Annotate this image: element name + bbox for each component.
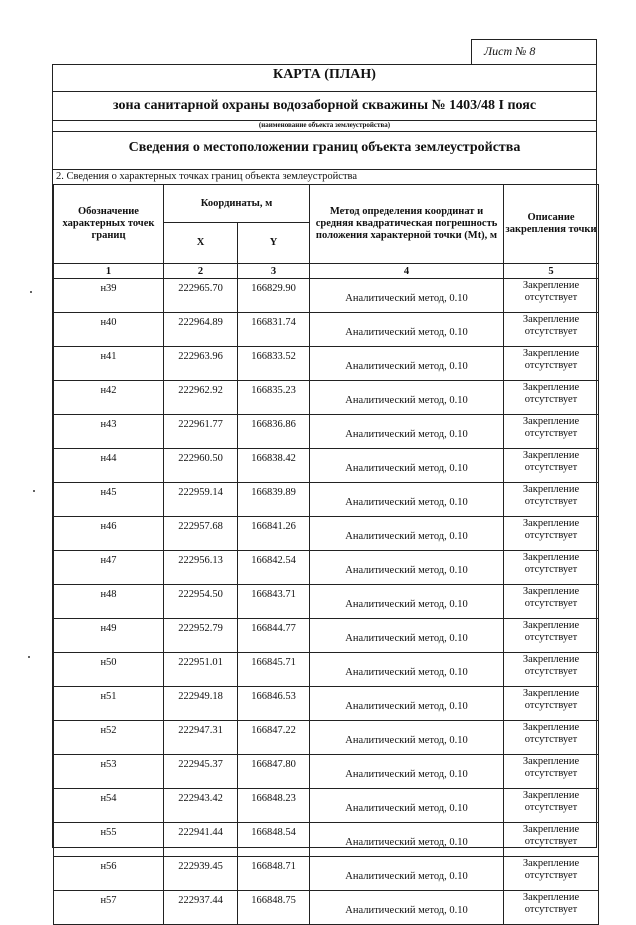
- description-cell: Закрепление отсутствует: [504, 415, 599, 449]
- coord-x: 222964.89: [164, 313, 238, 347]
- description-cell: Закрепление отсутствует: [504, 619, 599, 653]
- point-name: н42: [54, 381, 164, 415]
- coord-y: 166847.80: [238, 755, 310, 789]
- point-name: н45: [54, 483, 164, 517]
- point-name: н52: [54, 721, 164, 755]
- description-cell: Закрепление отсутствует: [504, 823, 599, 857]
- point-name: н44: [54, 449, 164, 483]
- point-name: н43: [54, 415, 164, 449]
- table-row: [54, 755, 599, 789]
- method-cell: Аналитический метод, 0.10: [310, 585, 504, 619]
- table-row: [54, 823, 599, 857]
- coord-x: 222956.13: [164, 551, 238, 585]
- header-desc: Описание закрепления точки: [504, 185, 599, 264]
- coord-x: 222963.96: [164, 347, 238, 381]
- table-row: [54, 347, 599, 381]
- point-name: н47: [54, 551, 164, 585]
- table-row: [54, 483, 599, 517]
- table-row: [54, 585, 599, 619]
- description-cell: Закрепление отсутствует: [504, 347, 599, 381]
- coord-y: 166843.71: [238, 585, 310, 619]
- coord-y: 166844.77: [238, 619, 310, 653]
- method-cell: Аналитический метод, 0.10: [310, 653, 504, 687]
- description-cell: Закрепление отсутствует: [504, 721, 599, 755]
- coord-y: 166836.86: [238, 415, 310, 449]
- section-title: Сведения о местоположении границ объекта землеустройства: [128, 140, 521, 155]
- coord-x: 222957.68: [164, 517, 238, 551]
- description-cell: Закрепление отсутствует: [504, 517, 599, 551]
- coord-y: 166847.22: [238, 721, 310, 755]
- method-cell: Аналитический метод, 0.10: [310, 279, 504, 313]
- coord-y: 166831.74: [238, 313, 310, 347]
- table-row: [54, 517, 599, 551]
- coord-y: 166848.75: [238, 891, 310, 925]
- point-name: н53: [54, 755, 164, 789]
- table-row: [54, 381, 599, 415]
- coord-y: 166848.54: [238, 823, 310, 857]
- method-cell: Аналитический метод, 0.10: [310, 755, 504, 789]
- table-row: [54, 313, 599, 347]
- divider: [53, 131, 596, 132]
- table-row: [54, 449, 599, 483]
- divider: [53, 169, 596, 170]
- coord-y: 166838.42: [238, 449, 310, 483]
- table-row: [54, 653, 599, 687]
- table-row: [54, 789, 599, 823]
- coord-y: 166848.23: [238, 789, 310, 823]
- scan-speck: [33, 490, 35, 492]
- document-frame: [52, 64, 597, 916]
- header-x: X: [164, 223, 238, 264]
- method-cell: Аналитический метод, 0.10: [310, 857, 504, 891]
- coord-y: 166845.71: [238, 653, 310, 687]
- header-method: Метод определения координат и средняя квадратическая погрешность положения характерной точки (Mt), м: [310, 185, 504, 264]
- point-name: н39: [54, 279, 164, 313]
- header-point: Обозначение характерных точек границ: [54, 185, 164, 264]
- table-row: [54, 891, 599, 925]
- description-cell: Закрепление отсутствует: [504, 857, 599, 891]
- method-cell: Аналитический метод, 0.10: [310, 687, 504, 721]
- point-name: н48: [54, 585, 164, 619]
- table-row: [54, 721, 599, 755]
- coord-y: 166848.71: [238, 857, 310, 891]
- method-cell: Аналитический метод, 0.10: [310, 483, 504, 517]
- description-cell: Закрепление отсутствует: [504, 381, 599, 415]
- coord-y: 166841.26: [238, 517, 310, 551]
- point-name: н57: [54, 891, 164, 925]
- description-cell: Закрепление отсутствует: [504, 313, 599, 347]
- method-cell: Аналитический метод, 0.10: [310, 823, 504, 857]
- method-cell: Аналитический метод, 0.10: [310, 415, 504, 449]
- coord-x: 222949.18: [164, 687, 238, 721]
- point-name: н41: [54, 347, 164, 381]
- table-row: [54, 551, 599, 585]
- coord-x: 222954.50: [164, 585, 238, 619]
- document-title: КАРТА (ПЛАН): [273, 67, 376, 82]
- header-y: Y: [238, 223, 310, 264]
- description-cell: Закрепление отсутствует: [504, 483, 599, 517]
- coord-x: 222951.01: [164, 653, 238, 687]
- sheet-number: Лист № 8: [471, 39, 597, 64]
- point-name: н40: [54, 313, 164, 347]
- description-cell: Закрепление отсутствует: [504, 755, 599, 789]
- header-coords: Координаты, м: [164, 185, 310, 223]
- method-cell: Аналитический метод, 0.10: [310, 449, 504, 483]
- column-number: 4: [310, 264, 504, 279]
- method-cell: Аналитический метод, 0.10: [310, 347, 504, 381]
- method-cell: Аналитический метод, 0.10: [310, 517, 504, 551]
- coord-x: 222961.77: [164, 415, 238, 449]
- coord-y: 166846.53: [238, 687, 310, 721]
- coord-y: 166839.89: [238, 483, 310, 517]
- coord-x: 222947.31: [164, 721, 238, 755]
- subtitle-note: (наименование объекта землеустройства): [258, 121, 391, 129]
- method-cell: Аналитический метод, 0.10: [310, 891, 504, 925]
- coord-y: 166842.54: [238, 551, 310, 585]
- point-name: н55: [54, 823, 164, 857]
- description-cell: Закрепление отсутствует: [504, 551, 599, 585]
- point-name: н50: [54, 653, 164, 687]
- table-row: [54, 619, 599, 653]
- method-cell: Аналитический метод, 0.10: [310, 313, 504, 347]
- column-number: 5: [504, 264, 599, 279]
- table-row: [54, 687, 599, 721]
- column-number: 3: [238, 264, 310, 279]
- point-name: н54: [54, 789, 164, 823]
- coord-y: 166829.90: [238, 279, 310, 313]
- method-cell: Аналитический метод, 0.10: [310, 551, 504, 585]
- coord-x: 222952.79: [164, 619, 238, 653]
- description-cell: Закрепление отсутствует: [504, 279, 599, 313]
- document-subtitle: зона санитарной охраны водозаборной скважины № 1403/48 I пояс: [112, 98, 537, 113]
- coord-x: 222962.92: [164, 381, 238, 415]
- description-cell: Закрепление отсутствует: [504, 891, 599, 925]
- point-name: н51: [54, 687, 164, 721]
- description-cell: Закрепление отсутствует: [504, 789, 599, 823]
- coord-x: 222941.44: [164, 823, 238, 857]
- coord-y: 166833.52: [238, 347, 310, 381]
- table-row: [54, 415, 599, 449]
- coord-x: 222937.44: [164, 891, 238, 925]
- scan-speck: [30, 291, 32, 293]
- point-name: н49: [54, 619, 164, 653]
- table-caption: 2. Сведения о характерных точках границ объекта землеустройства: [56, 171, 358, 182]
- description-cell: Закрепление отсутствует: [504, 449, 599, 483]
- coord-x: 222943.42: [164, 789, 238, 823]
- scan-speck: [28, 656, 30, 658]
- coord-x: 222939.45: [164, 857, 238, 891]
- coord-x: 222965.70: [164, 279, 238, 313]
- column-number: 1: [54, 264, 164, 279]
- description-cell: Закрепление отсутствует: [504, 653, 599, 687]
- points-table: [53, 184, 599, 925]
- coord-x: 222945.37: [164, 755, 238, 789]
- description-cell: Закрепление отсутствует: [504, 687, 599, 721]
- method-cell: Аналитический метод, 0.10: [310, 619, 504, 653]
- coord-y: 166835.23: [238, 381, 310, 415]
- description-cell: Закрепление отсутствует: [504, 585, 599, 619]
- divider: [53, 91, 596, 92]
- method-cell: Аналитический метод, 0.10: [310, 721, 504, 755]
- table-row: [54, 279, 599, 313]
- coord-x: 222960.50: [164, 449, 238, 483]
- coord-x: 222959.14: [164, 483, 238, 517]
- table-row: [54, 857, 599, 891]
- method-cell: Аналитический метод, 0.10: [310, 789, 504, 823]
- point-name: н46: [54, 517, 164, 551]
- point-name: н56: [54, 857, 164, 891]
- column-number: 2: [164, 264, 238, 279]
- method-cell: Аналитический метод, 0.10: [310, 381, 504, 415]
